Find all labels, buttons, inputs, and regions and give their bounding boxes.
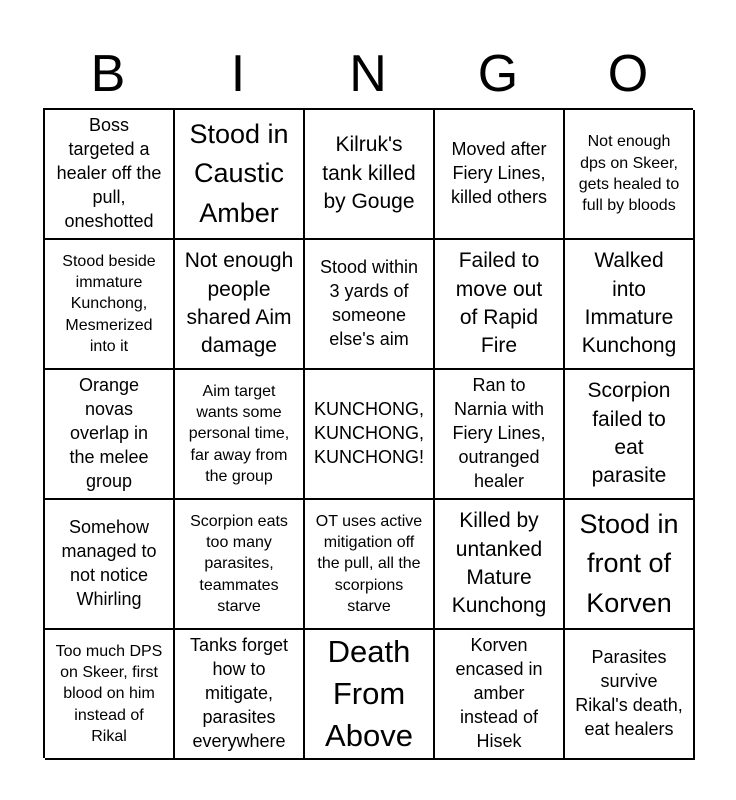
bingo-cell-r4c1[interactable]: Somehow managed to not notice Whirling — [45, 500, 175, 630]
bingo-cell-r1c3[interactable]: Kilruk's tank killed by Gouge — [305, 110, 435, 240]
header-letter-n: N — [349, 45, 387, 103]
bingo-board — [43, 108, 693, 758]
bingo-cell-r4c2[interactable]: Scorpion eats too many parasites, teammates starve — [175, 500, 305, 630]
bingo-cell-r2c2[interactable]: Not enough people shared Aim damage — [175, 240, 305, 370]
bingo-cell-r1c4[interactable]: Moved after Fiery Lines, killed others — [435, 110, 565, 240]
bingo-cell-r5c3[interactable]: Death From Above — [305, 630, 435, 760]
bingo-cell-r4c5[interactable]: Stood in front of Korven — [565, 500, 695, 630]
bingo-cell-r3c3[interactable]: KUNCHONG, KUNCHONG, KUNCHONG! — [305, 370, 435, 500]
bingo-cell-r5c5[interactable]: Parasites survive Rikal's death, eat healers — [565, 630, 695, 760]
header-letter-i: I — [230, 45, 246, 103]
bingo-cell-r1c5[interactable]: Not enough dps on Skeer, gets healed to full by bloods — [565, 110, 695, 240]
header-letter-o: O — [607, 45, 649, 103]
bingo-cell-r1c1[interactable]: Boss targeted a healer off the pull, oneshotted — [45, 110, 175, 240]
bingo-cell-r5c2[interactable]: Tanks forget how to mitigate, parasites everywhere — [175, 630, 305, 760]
bingo-cell-r1c2[interactable]: Stood in Caustic Amber — [175, 110, 305, 240]
bingo-cell-r2c3[interactable]: Stood within 3 yards of someone else's aim — [305, 240, 435, 370]
bingo-cell-r2c4[interactable]: Failed to move out of Rapid Fire — [435, 240, 565, 370]
bingo-cell-r4c4[interactable]: Killed by untanked Mature Kunchong — [435, 500, 565, 630]
header-letter-b: B — [90, 45, 126, 103]
bingo-cell-r3c1[interactable]: Orange novas overlap in the melee group — [45, 370, 175, 500]
bingo-header — [43, 40, 693, 108]
bingo-cell-r2c1[interactable]: Stood beside immature Kunchong, Mesmerized into it — [45, 240, 175, 370]
bingo-cell-r2c5[interactable]: Walked into Immature Kunchong — [565, 240, 695, 370]
bingo-cell-r3c4[interactable]: Ran to Narnia with Fiery Lines, outranged healer — [435, 370, 565, 500]
bingo-cell-r5c4[interactable]: Korven encased in amber instead of Hisek — [435, 630, 565, 760]
bingo-cell-r3c5[interactable]: Scorpion failed to eat parasite — [565, 370, 695, 500]
bingo-cell-r4c3[interactable]: OT uses active mitigation off the pull, all the scorpions starve — [305, 500, 435, 630]
header-letter-g: G — [477, 45, 519, 103]
bingo-cell-r3c2[interactable]: Aim target wants some personal time, far away from the group — [175, 370, 305, 500]
bingo-cell-r5c1[interactable]: Too much DPS on Skeer, first blood on him instead of Rikal — [45, 630, 175, 760]
